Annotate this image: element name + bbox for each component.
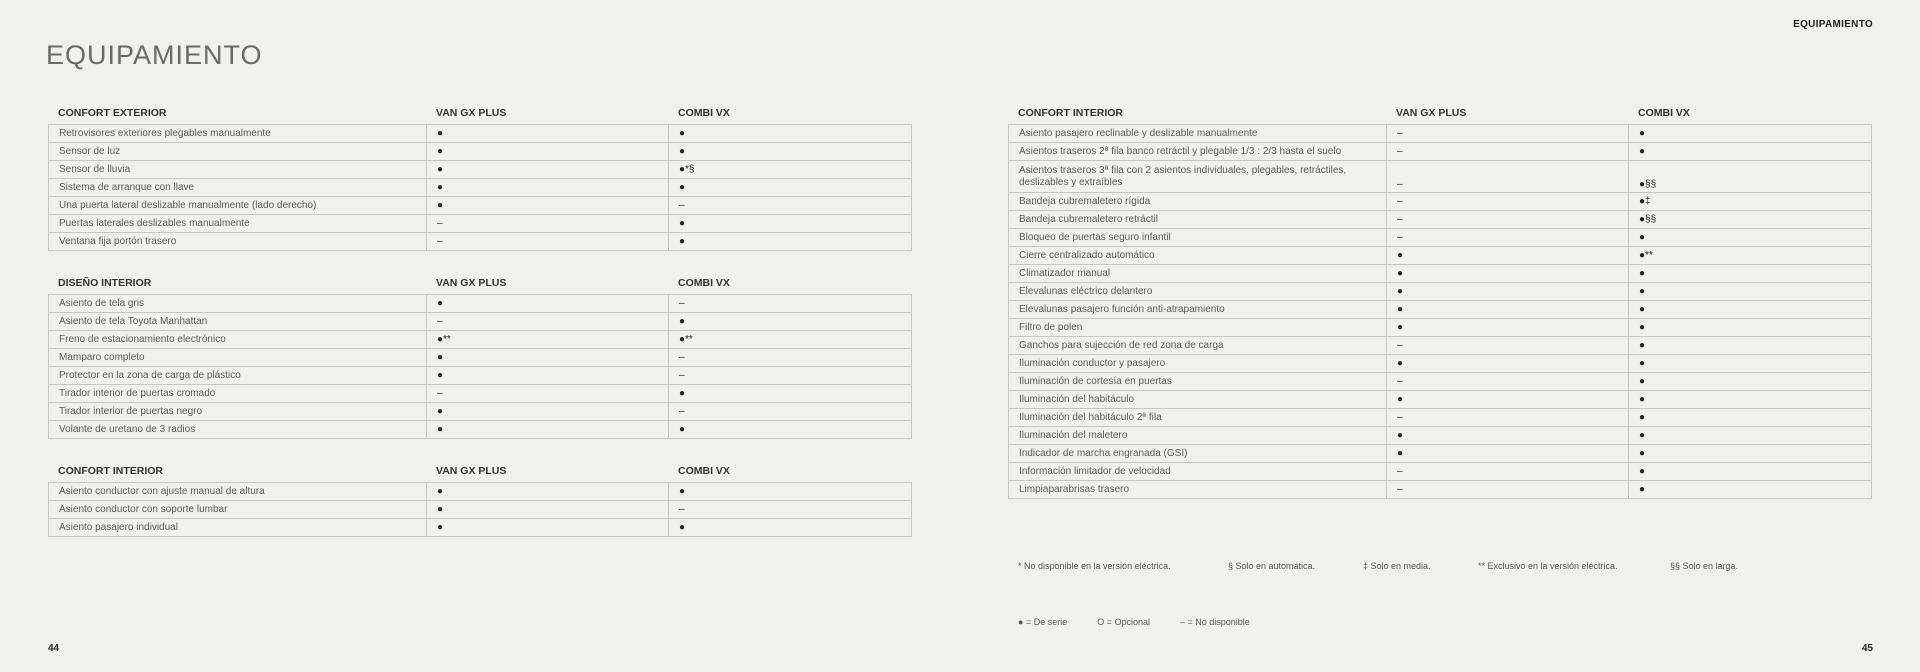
value-van-gx-plus: – xyxy=(1387,373,1629,391)
feature-name: Ganchos para sujección de red zona de carga xyxy=(1009,337,1387,355)
feature-name: Asiento pasajero reclinable y deslizable manualmente xyxy=(1009,125,1387,143)
value-van-gx-plus: ● xyxy=(1387,319,1629,337)
value-van-gx-plus: ● xyxy=(427,143,669,161)
value-van-gx-plus: ● xyxy=(427,501,669,519)
table-row xyxy=(1009,481,1872,499)
feature-name: Bloqueo de puertas seguro infantil xyxy=(1009,229,1387,247)
value-combi-vx: ● xyxy=(669,313,912,331)
table-row xyxy=(1009,265,1872,283)
value-van-gx-plus: – xyxy=(427,215,669,233)
table-row xyxy=(1009,445,1872,463)
table-row xyxy=(1009,301,1872,319)
value-van-gx-plus: ● xyxy=(1387,301,1629,319)
feature-name: Asiento conductor con soporte lumbar xyxy=(49,501,427,519)
value-van-gx-plus: ● xyxy=(427,197,669,215)
footnote: §§ Solo en larga. xyxy=(1670,561,1739,571)
value-combi-vx: ● xyxy=(1629,463,1872,481)
value-combi-vx: ●§§ xyxy=(1629,211,1872,229)
value-combi-vx: ● xyxy=(1629,265,1872,283)
table-row xyxy=(49,403,912,421)
column-header-van-gx-plus: VAN GX PLUS xyxy=(1396,107,1467,119)
value-combi-vx: ● xyxy=(1629,409,1872,427)
value-van-gx-plus: ● xyxy=(1387,355,1629,373)
value-combi-vx: ● xyxy=(669,385,912,403)
value-van-gx-plus: – xyxy=(1387,193,1629,211)
table-row xyxy=(49,295,912,313)
value-combi-vx: ● xyxy=(1629,319,1872,337)
value-van-gx-plus: – xyxy=(1387,229,1629,247)
section-confort-interior xyxy=(1008,100,1872,499)
footnotes xyxy=(1018,561,1770,571)
feature-name: Asiento de tela Toyota Manhattan xyxy=(49,313,427,331)
value-van-gx-plus: ● xyxy=(427,421,669,439)
table-row xyxy=(49,483,912,501)
feature-name: Ventana fija portón trasero xyxy=(49,233,427,251)
table-row xyxy=(49,161,912,179)
feature-name: Asiento conductor con ajuste manual de altura xyxy=(49,483,427,501)
feature-name: Información limitador de velocidad xyxy=(1009,463,1387,481)
table-row xyxy=(49,233,912,251)
value-combi-vx: ● xyxy=(1629,355,1872,373)
value-van-gx-plus: – xyxy=(1387,481,1629,499)
value-combi-vx: ● xyxy=(1629,427,1872,445)
column-header-van-gx-plus: VAN GX PLUS xyxy=(436,465,507,477)
legend xyxy=(1018,617,1280,627)
feature-name: Asientos traseros 3ª fila con 2 asientos individuales, plegables, retráctiles, deslizables y extraíbles xyxy=(1009,161,1387,193)
legend-item-standard: ● = De serie xyxy=(1018,617,1068,627)
value-combi-vx: ● xyxy=(669,421,912,439)
feature-name: Elevalunas eléctrico delantero xyxy=(1009,283,1387,301)
value-van-gx-plus: ● xyxy=(427,483,669,501)
value-van-gx-plus: ● xyxy=(427,179,669,197)
value-combi-vx: ● xyxy=(1629,391,1872,409)
section-confort-exterior xyxy=(48,100,912,251)
table-row xyxy=(49,501,912,519)
legend-item-optional: O = Opcional xyxy=(1097,617,1150,627)
footnote: ‡ Solo en media. xyxy=(1363,561,1431,571)
table-row xyxy=(1009,161,1872,193)
table-row xyxy=(49,179,912,197)
feature-name: Climatizador manual xyxy=(1009,265,1387,283)
equipment-table xyxy=(48,294,912,439)
value-van-gx-plus: – xyxy=(1387,211,1629,229)
value-combi-vx: ●*§ xyxy=(669,161,912,179)
table-row xyxy=(49,143,912,161)
column-header-combi-vx: COMBI VX xyxy=(678,107,730,119)
feature-name: Tirador interior de puertas cromado xyxy=(49,385,427,403)
table-row xyxy=(1009,373,1872,391)
feature-name: Iluminación del habitáculo xyxy=(1009,391,1387,409)
equipment-table xyxy=(1008,124,1872,499)
value-van-gx-plus: ●** xyxy=(427,331,669,349)
value-combi-vx: ● xyxy=(1629,283,1872,301)
section-title: CONFORT INTERIOR xyxy=(58,465,163,477)
feature-name: Sistema de arranque con llave xyxy=(49,179,427,197)
value-van-gx-plus: ● xyxy=(1387,445,1629,463)
table-row xyxy=(1009,247,1872,265)
footnote: ** Exclusivo en la versión eléctrica. xyxy=(1478,561,1618,571)
table-row xyxy=(49,385,912,403)
value-combi-vx: – xyxy=(669,501,912,519)
table-row xyxy=(1009,193,1872,211)
value-combi-vx: – xyxy=(669,197,912,215)
equipment-table xyxy=(48,482,912,537)
table-row xyxy=(1009,427,1872,445)
legend-item-unavailable: – = No disponible xyxy=(1180,617,1250,627)
value-combi-vx: – xyxy=(669,295,912,313)
feature-name: Freno de estacionamiento electrónico xyxy=(49,331,427,349)
feature-name: Cierre centralizado automático xyxy=(1009,247,1387,265)
value-combi-vx: ● xyxy=(669,125,912,143)
value-van-gx-plus: ● xyxy=(1387,247,1629,265)
value-van-gx-plus: – xyxy=(1387,161,1629,193)
section-header xyxy=(48,100,912,124)
table-row xyxy=(49,215,912,233)
column-header-combi-vx: COMBI VX xyxy=(678,465,730,477)
feature-name: Volante de uretano de 3 radios xyxy=(49,421,427,439)
value-combi-vx: ● xyxy=(669,143,912,161)
column-header-combi-vx: COMBI VX xyxy=(1638,107,1690,119)
value-van-gx-plus: – xyxy=(427,233,669,251)
left-equipment-column xyxy=(48,100,912,556)
column-header-combi-vx: COMBI VX xyxy=(678,277,730,289)
value-van-gx-plus: ● xyxy=(427,295,669,313)
value-van-gx-plus: ● xyxy=(427,519,669,537)
value-van-gx-plus: – xyxy=(1387,463,1629,481)
value-combi-vx: ● xyxy=(1629,229,1872,247)
table-row xyxy=(49,367,912,385)
value-van-gx-plus: ● xyxy=(1387,391,1629,409)
feature-name: Iluminación del habitáculo 2ª fila xyxy=(1009,409,1387,427)
value-combi-vx: ● xyxy=(669,519,912,537)
feature-name: Filtro de polen xyxy=(1009,319,1387,337)
value-van-gx-plus: ● xyxy=(427,403,669,421)
feature-name: Tirador interior de puertas negro xyxy=(49,403,427,421)
feature-name: Sensor de lluvia xyxy=(49,161,427,179)
table-row xyxy=(1009,211,1872,229)
value-van-gx-plus: – xyxy=(1387,409,1629,427)
table-row xyxy=(1009,283,1872,301)
value-combi-vx: ● xyxy=(669,483,912,501)
table-row xyxy=(1009,337,1872,355)
feature-name: Iluminación del maletero xyxy=(1009,427,1387,445)
value-van-gx-plus: ● xyxy=(1387,283,1629,301)
table-row xyxy=(1009,125,1872,143)
table-row xyxy=(1009,391,1872,409)
table-row xyxy=(1009,319,1872,337)
feature-name: Una puerta lateral deslizable manualmente (lado derecho) xyxy=(49,197,427,215)
value-van-gx-plus: – xyxy=(1387,125,1629,143)
section-header xyxy=(48,458,912,482)
feature-name: Asientos traseros 2ª fila banco retráctil y plegable 1/3 : 2/3 hasta el suelo xyxy=(1009,143,1387,161)
value-van-gx-plus: ● xyxy=(427,161,669,179)
column-header-van-gx-plus: VAN GX PLUS xyxy=(436,277,507,289)
value-combi-vx: – xyxy=(669,349,912,367)
value-van-gx-plus: – xyxy=(1387,337,1629,355)
value-combi-vx: – xyxy=(669,367,912,385)
value-van-gx-plus: ● xyxy=(427,367,669,385)
running-header: EQUIPAMIENTO xyxy=(1793,19,1873,30)
value-combi-vx: ● xyxy=(1629,337,1872,355)
table-row xyxy=(49,349,912,367)
section-diseno-interior xyxy=(48,270,912,439)
section-title: CONFORT EXTERIOR xyxy=(58,107,167,119)
value-combi-vx: ● xyxy=(1629,125,1872,143)
table-row xyxy=(49,331,912,349)
feature-name: Limpiaparabrisas trasero xyxy=(1009,481,1387,499)
page-number-left: 44 xyxy=(48,643,60,654)
section-title: DISEÑO INTERIOR xyxy=(58,277,152,289)
value-combi-vx: ● xyxy=(669,215,912,233)
value-van-gx-plus: ● xyxy=(427,349,669,367)
table-row xyxy=(1009,409,1872,427)
value-van-gx-plus: ● xyxy=(1387,427,1629,445)
value-combi-vx: ●** xyxy=(1629,247,1872,265)
footnote: * No disponible en la versión eléctrica. xyxy=(1018,561,1171,571)
feature-name: Iluminación de cortesía en puertas xyxy=(1009,373,1387,391)
value-combi-vx: ● xyxy=(1629,301,1872,319)
value-van-gx-plus: ● xyxy=(1387,265,1629,283)
feature-name: Sensor de luz xyxy=(49,143,427,161)
value-combi-vx: ● xyxy=(669,179,912,197)
table-row xyxy=(49,197,912,215)
value-van-gx-plus: – xyxy=(427,385,669,403)
feature-name: Asiento pasajero individual xyxy=(49,519,427,537)
value-van-gx-plus: ● xyxy=(427,125,669,143)
value-combi-vx: ● xyxy=(1629,373,1872,391)
table-row xyxy=(49,313,912,331)
table-row xyxy=(49,519,912,537)
feature-name: Elevalunas pasajero función anti-atrapamiento xyxy=(1009,301,1387,319)
value-combi-vx: ● xyxy=(1629,143,1872,161)
value-van-gx-plus: – xyxy=(1387,143,1629,161)
feature-name: Puertas laterales deslizables manualmente xyxy=(49,215,427,233)
feature-name: Retrovisores exteriores plegables manualmente xyxy=(49,125,427,143)
table-row xyxy=(49,125,912,143)
footnote: § Solo en automática. xyxy=(1228,561,1316,571)
page-number-right: 45 xyxy=(1861,643,1873,654)
value-van-gx-plus: – xyxy=(427,313,669,331)
value-combi-vx: – xyxy=(669,403,912,421)
feature-name: Iluminación conductor y pasajero xyxy=(1009,355,1387,373)
table-row xyxy=(1009,143,1872,161)
feature-name: Bandeja cubremaletero retráctil xyxy=(1009,211,1387,229)
value-combi-vx: ●‡ xyxy=(1629,193,1872,211)
value-combi-vx: ● xyxy=(669,233,912,251)
section-confort-interior xyxy=(48,458,912,537)
table-row xyxy=(49,421,912,439)
table-row xyxy=(1009,463,1872,481)
feature-name: Bandeja cubremaletero rígida xyxy=(1009,193,1387,211)
table-row xyxy=(1009,355,1872,373)
value-combi-vx: ●** xyxy=(669,331,912,349)
section-title: CONFORT INTERIOR xyxy=(1018,107,1123,119)
page-title: EQUIPAMIENTO xyxy=(46,40,263,70)
value-combi-vx: ●§§ xyxy=(1629,161,1872,193)
equipment-table xyxy=(48,124,912,251)
feature-name: Asiento de tela gris xyxy=(49,295,427,313)
feature-name: Mamparo completo xyxy=(49,349,427,367)
table-row xyxy=(1009,229,1872,247)
section-header xyxy=(1008,100,1872,124)
feature-name: Indicador de marcha engranada (GSI) xyxy=(1009,445,1387,463)
feature-name: Protector en la zona de carga de plástico xyxy=(49,367,427,385)
column-header-van-gx-plus: VAN GX PLUS xyxy=(436,107,507,119)
value-combi-vx: ● xyxy=(1629,481,1872,499)
value-combi-vx: ● xyxy=(1629,445,1872,463)
right-equipment-column xyxy=(1008,100,1872,518)
section-header xyxy=(48,270,912,294)
